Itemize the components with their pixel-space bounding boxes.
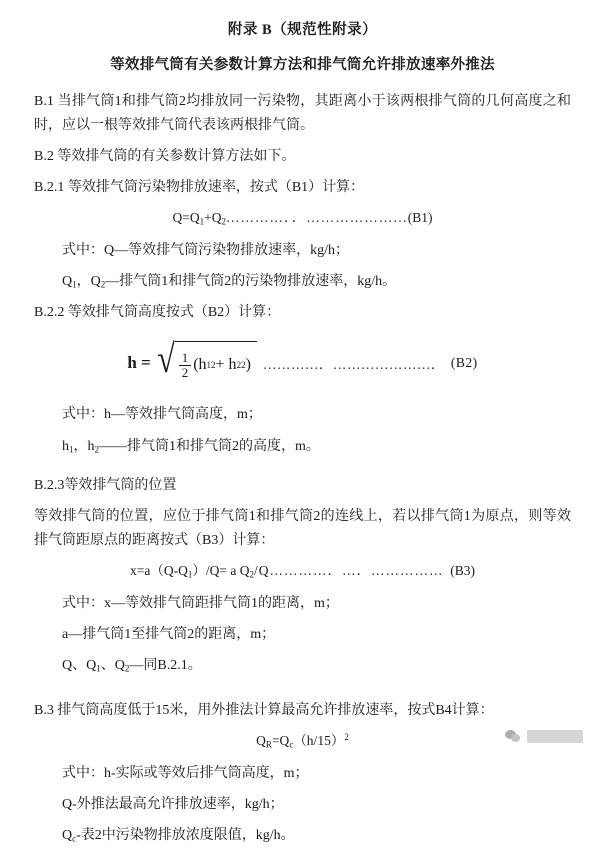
formula-b2-open: (h <box>193 356 207 374</box>
where-b2-2-line1: 式中：h—等效排气筒高度，m； <box>62 407 262 423</box>
formula-b2-dots: …………．…………………． <box>262 357 445 373</box>
formula-b1 <box>34 207 571 229</box>
formula-b1-sub2: 2 <box>221 216 226 227</box>
where-b2-3-line3-pre: Q、Q <box>62 657 97 673</box>
formula-b2-h1-sub: 1 <box>206 360 212 371</box>
paragraph-b2-3-body: 等效排气筒的位置，应位于排气筒1和排气筒2的连线上，若以排气筒1为原点，则等效排气筒距原点的距离按式（B3）计算： <box>34 508 571 548</box>
formula-b3-pre: x=a（Q-Q <box>130 562 188 578</box>
where-b2-1-line1: 式中：Q—等效排气筒污染物排放速率，kg/h； <box>62 243 349 259</box>
wechat-bubble-small <box>511 734 520 742</box>
paragraph-b2: B.2 等效排气筒的有关参数计算方法如下。 <box>34 149 296 165</box>
radical-content <box>175 341 257 385</box>
formula-b1-plus: +Q <box>204 210 222 226</box>
page-title: 附录 B（规范性附录） <box>227 22 378 38</box>
where-b2-3-line3-sub2: 2 <box>124 663 130 674</box>
where-b2-2-line2-pre: h <box>62 438 69 454</box>
formula-b2-lhs: h = <box>127 353 151 373</box>
paragraph-b3: B.3 排气筒高度低于15米，用外推法计算最高允许排放速率，按式B4计算： <box>34 702 494 718</box>
where-b2-2-line2-sub2: 2 <box>94 444 99 455</box>
formula-b3-mid: ）/Q= a Q <box>192 562 250 578</box>
formula-b2-h2-sup: 2 <box>241 360 246 371</box>
where-b3-line2: Q-外推法最高允许排放速率，kg/h； <box>62 797 284 813</box>
where-b2-1-line2 <box>34 270 571 294</box>
where-b2-1-line2-mid: ，Q <box>76 274 101 290</box>
where-b3-line3 <box>34 824 571 848</box>
formula-b2-plus: + h <box>215 356 237 374</box>
paragraph-b2-2: B.2.2 等效排气筒高度按式（B2）计算： <box>34 305 281 321</box>
where-b2-3-line1: 式中：x—等效排气筒距排气筒1的距离，m； <box>62 595 339 611</box>
formula-b4-paren: （h/15） <box>293 733 345 749</box>
formula-b4-mid: =Q <box>271 733 290 749</box>
wechat-icon <box>505 730 521 743</box>
formula-b2 <box>34 336 571 385</box>
formula-b1-sub1: 1 <box>199 216 205 227</box>
spacer <box>34 466 571 474</box>
radical-sign-group <box>155 336 257 385</box>
watermark-label <box>527 730 583 743</box>
where-b3-line3-post: -表2中污染物排放浓度限值，kg/h。 <box>76 828 295 844</box>
where-b2-1-line2-post: —排气筒1和排气筒2的污染物排放速率，kg/h。 <box>105 274 397 290</box>
page-subtitle: 等效排气筒有关参数计算方法和排气筒允许排放速率外推法 <box>110 57 495 73</box>
where-b3-line3-pre: Q <box>62 828 73 844</box>
where-b2-3-line3-post: —同B.2.1。 <box>129 657 202 673</box>
fraction-numerator: 1 <box>181 349 189 365</box>
formula-b2-h1-sup: 2 <box>211 360 216 371</box>
watermark <box>505 730 583 743</box>
formula-b4-sub2: c <box>289 739 294 750</box>
where-b3-line3-sub: c <box>72 833 77 844</box>
where-b2-2-line2-post: ——排气筒1和排气筒2的高度，m。 <box>99 438 320 454</box>
where-b2-1-line2-pre: Q <box>62 274 73 290</box>
formula-b2-label: (B2) <box>450 355 478 371</box>
where-b2-1-line2-sub1: 1 <box>72 279 77 290</box>
formula-b4 <box>34 730 571 752</box>
formula-b3-sub2: 2 <box>249 569 254 580</box>
where-b2-2-line2-sub1: 1 <box>69 444 74 455</box>
where-b2-3-line3-sub1: 1 <box>96 663 101 674</box>
formula-b1-text: Q=Q <box>172 210 200 226</box>
where-b3-line1: 式中：h-实际或等效后排气筒高度，m； <box>62 765 309 781</box>
where-b2-3-line3-mid: 、Q <box>100 657 125 673</box>
formula-b4-sup: 2 <box>344 732 349 743</box>
formula-b2-close: ) <box>245 356 251 374</box>
paragraph-b1: B.1 当排气筒1和排气筒2均排放同一污染物，其距离小于该两根排气筒的几何高度之和时，应以一根等效排气筒代表该两根排气筒。 <box>34 94 571 134</box>
formula-b4-sub1: R <box>265 739 272 750</box>
formula-b3 <box>34 560 571 582</box>
spacer <box>34 685 571 699</box>
radical-icon: √ <box>156 336 175 382</box>
paragraph-b2-1: B.2.1 等效排气筒污染物排放速率，按式（B1）计算： <box>34 180 365 196</box>
where-b2-1-line2-sub2: 2 <box>100 279 106 290</box>
where-b2-3-line2: a—排气筒1至排气筒2的距离，m； <box>62 626 276 642</box>
formula-b3-label: (B3) <box>450 562 475 578</box>
paragraph-b2-3: B.2.3等效排气筒的位置 <box>34 477 177 493</box>
where-b2-3-line3 <box>34 654 571 678</box>
formula-b2-h2-sub: 2 <box>236 360 242 371</box>
where-b2-2-line2-mid: ，h <box>73 438 95 454</box>
formula-b3-sub1: 1 <box>187 569 193 580</box>
formula-b1-label: (B1) <box>407 210 433 226</box>
formula-b3-post: /Q…………．…．…………… <box>253 562 444 578</box>
fraction-one-half <box>179 351 192 381</box>
formula-b1-dots: …………．．………………… <box>226 210 408 226</box>
formula-b4-pre: Q <box>256 733 266 749</box>
fraction-denominator: 2 <box>179 365 192 380</box>
where-b2-2-line2 <box>34 435 571 459</box>
